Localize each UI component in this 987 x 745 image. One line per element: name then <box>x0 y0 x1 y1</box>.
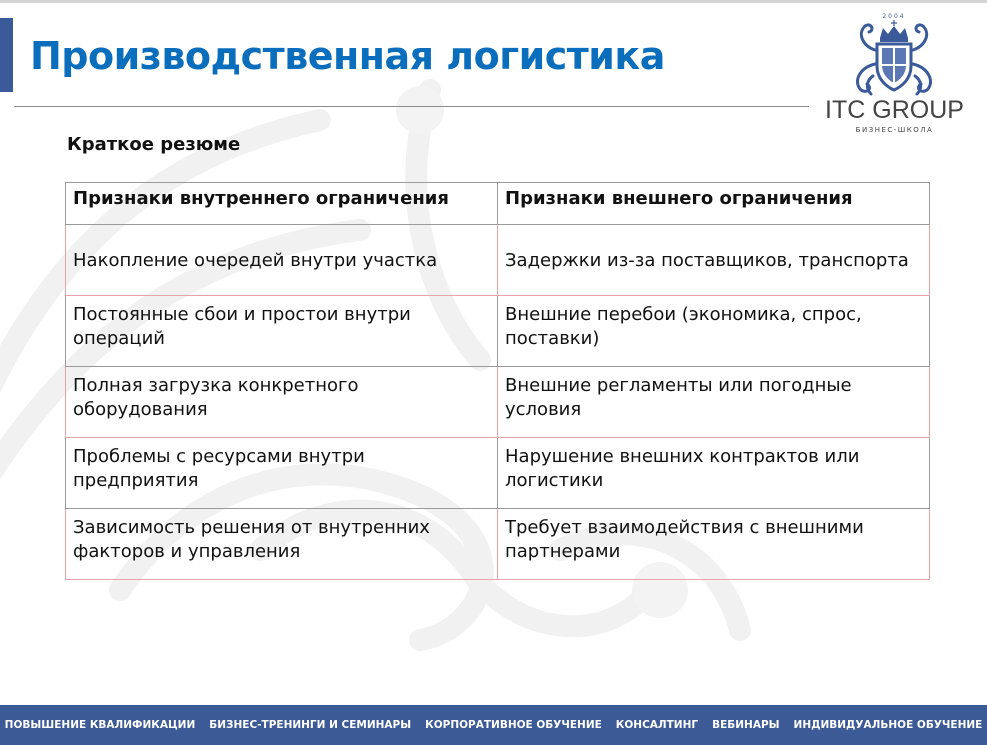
cell-external: Задержки из-за поставщиков, транспорта <box>498 225 930 296</box>
footer-link-individual[interactable]: ИНДИВИДУАЛЬНОЕ ОБУЧЕНИЕ <box>793 719 983 731</box>
footer-link-webinars[interactable]: ВЕБИНАРЫ <box>712 719 780 731</box>
top-strip <box>0 0 987 3</box>
cell-external: Внешние перебои (экономика, спрос, поставки) <box>498 296 930 367</box>
comparison-table <box>65 182 930 580</box>
title-divider <box>14 106 809 107</box>
cell-internal: Проблемы с ресурсами внутри предприятия <box>66 438 498 509</box>
svg-text:2004: 2004 <box>882 13 906 20</box>
logo-name: ITC GROUP <box>825 96 964 124</box>
logo-tagline: БИЗНЕС-ШКОЛА <box>855 126 934 134</box>
table-row <box>66 438 930 509</box>
footer-link-corporate[interactable]: КОРПОРАТИВНОЕ ОБУЧЕНИЕ <box>425 719 602 731</box>
header-internal: Признаки внутреннего ограничения <box>66 183 498 225</box>
footer-nav <box>0 705 987 745</box>
section-subtitle: Краткое резюме <box>67 134 241 155</box>
accent-bar <box>0 18 13 92</box>
cell-internal: Зависимость решения от внутренних факторов и управления <box>66 509 498 580</box>
slide-title: Производственная логистика <box>30 34 665 78</box>
cell-external: Внешние регламенты или погодные условия <box>498 367 930 438</box>
table-row <box>66 509 930 580</box>
cell-external: Нарушение внешних контрактов или логистики <box>498 438 930 509</box>
footer-link-qualification[interactable]: ПОВЫШЕНИЕ КВАЛИФИКАЦИИ <box>4 719 196 731</box>
footer-link-trainings[interactable]: БИЗНЕС-ТРЕНИНГИ И СЕМИНАРЫ <box>209 719 412 731</box>
cell-external: Требует взаимодействия с внешними партнерами <box>498 509 930 580</box>
footer-link-consulting[interactable]: КОНСАЛТИНГ <box>615 719 699 731</box>
table-header-row <box>66 183 930 225</box>
table-row <box>66 367 930 438</box>
cell-internal: Накопление очередей внутри участка <box>66 225 498 296</box>
cell-internal: Полная загрузка конкретного оборудования <box>66 367 498 438</box>
crest-icon <box>847 10 942 98</box>
table-row <box>66 225 930 296</box>
table-row <box>66 296 930 367</box>
cell-internal: Постоянные сбои и простои внутри операций <box>66 296 498 367</box>
header-external: Признаки внешнего ограничения <box>498 183 930 225</box>
itc-group-logo <box>822 10 967 138</box>
